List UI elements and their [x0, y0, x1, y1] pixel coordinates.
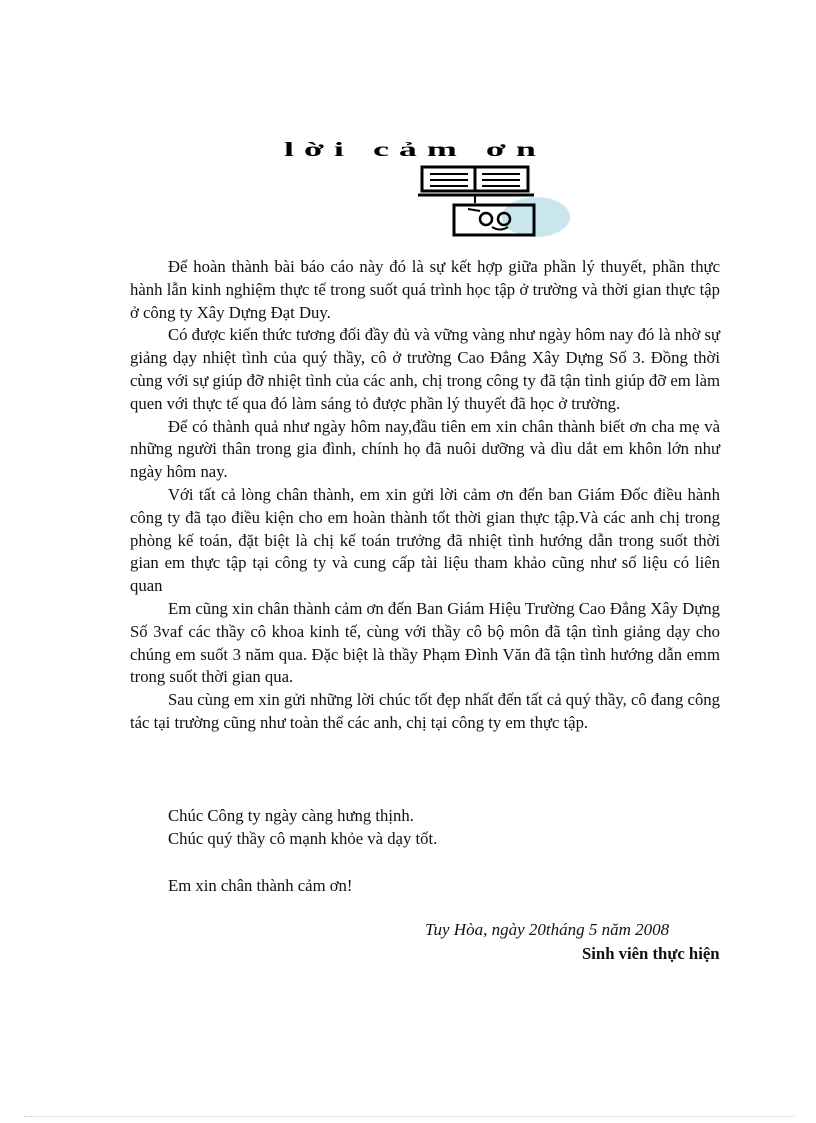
page-bottom-divider — [24, 1116, 794, 1117]
signer-label: Sinh viên thực hiện — [582, 944, 720, 963]
paragraph: Để có thành quả như ngày hôm nay,đầu tiên em xin chân thành biết ơn cha mẹ và những người thân trong gia đình, chính họ đã nuôi dưỡng và dìu dắt em khôn lớn như ngày hôm nay. — [130, 416, 720, 482]
paragraph: Có được kiến thức tương đối đầy đủ và vững vàng như ngày hôm nay đó là nhờ sự giảng dạy nhiệt tình của quý thầy, cô ở trường Cao Đẳng Xây Dựng Số 3. Đồng thời cùng với sự giúp đỡ nhiệt tình của các anh, chị trong công ty đã tận tình giúp đỡ em làm quen với thực tế qua đó làm sáng tỏ được phần lý thuyết đã học ở trường. — [130, 325, 720, 413]
wish-line: Chúc quý thầy cô mạnh khỏe và dạy tốt. — [168, 829, 438, 848]
closing-line: Em xin chân thành cảm ơn! — [168, 876, 353, 895]
letter-body — [130, 256, 720, 735]
page-title: lời cảm ơn — [284, 138, 546, 161]
paragraph: Với tất cả lòng chân thành, em xin gửi lời cảm ơn đến ban Giám Đốc điều hành công ty đã tạo điều kiện cho em hoàn thành tốt thời gian thực tập.Và các anh chị trong phòng kế toán, đặt biệt là chị kế toán trưởng đã nhiệt tình hướng dẫn trong suốt thời gian em thực tập tại công ty và cung cấp tài liệu tham khảo cũng như số liệu có liên quan — [130, 484, 720, 596]
book-clipart-icon — [408, 165, 574, 243]
wish-line: Chúc Công ty ngày càng hưng thịnh. — [168, 806, 414, 825]
paragraph: Em cũng xin chân thành cảm ơn đến Ban Giám Hiệu Trường Cao Đẳng Xây Dựng Số 3vaf các thầy cô khoa kinh tế, cùng với thầy cô bộ môn đã tận tình giảng dạy cho chúng em suốt 3 năm qua. Đặc biệt là thầy Phạm Đình Văn đã tận tình hướng dẫn emm trong suốt thời gian qua. — [130, 598, 720, 687]
paragraph: Để hoàn thành bài báo cáo này đó là sự kết hợp giữa phần lý thuyết, phần thực hành lẫn kinh nghiệm thực tế trong suốt quá trình học tập ở trường và thời gian thực tập ở công ty Xây Dựng Đạt Duy. — [130, 257, 720, 322]
paragraph: Sau cùng em xin gửi những lời chúc tốt đẹp nhất đến tất cả quý thầy, cô đang công tác tại trường cũng như toàn thể các anh, chị tại công ty em thực tập. — [130, 690, 720, 732]
date-location: Tuy Hòa, ngày 20tháng 5 năm 2008 — [425, 920, 670, 939]
